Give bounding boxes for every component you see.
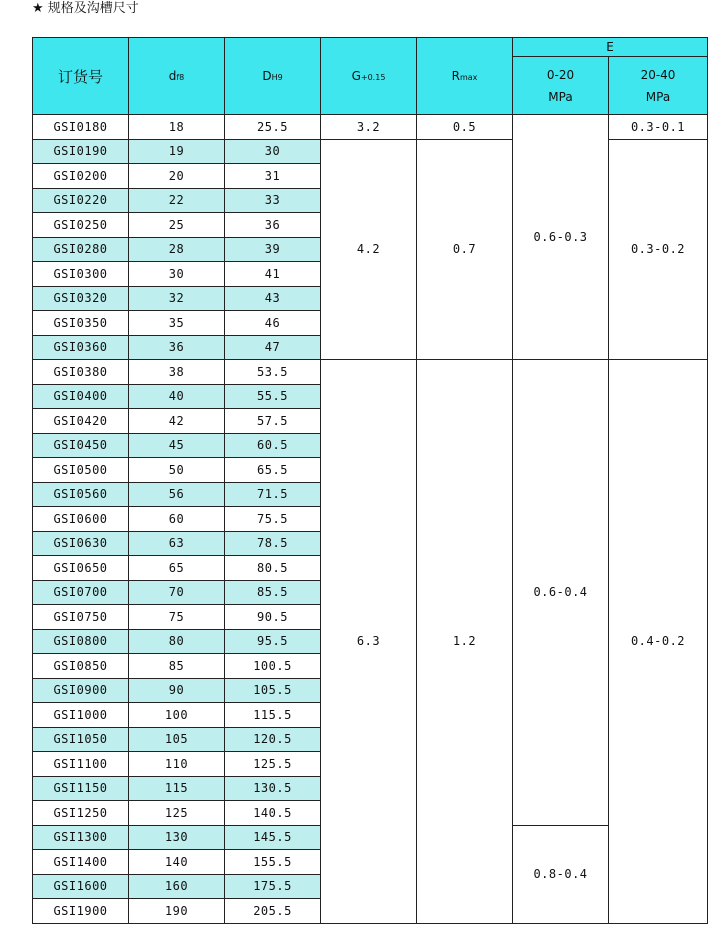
- G-cell: 6.3: [321, 360, 417, 924]
- d-cell: 32: [129, 286, 225, 311]
- header-R: Rmax: [417, 38, 513, 115]
- d-cell: 42: [129, 409, 225, 434]
- E2-cell: 0.3-0.1: [609, 115, 708, 140]
- order-no-cell: GSI0630: [33, 531, 129, 556]
- order-no-cell: GSI1400: [33, 850, 129, 875]
- header-D: DH9: [225, 38, 321, 115]
- d-cell: 20: [129, 164, 225, 189]
- D-cell: 31: [225, 164, 321, 189]
- D-cell: 145.5: [225, 825, 321, 850]
- order-no-cell: GSI0700: [33, 580, 129, 605]
- header-E-20-40: 20-40 MPa: [609, 57, 708, 115]
- D-cell: 55.5: [225, 384, 321, 409]
- D-cell: 80.5: [225, 556, 321, 581]
- D-cell: 25.5: [225, 115, 321, 140]
- order-no-cell: GSI0450: [33, 433, 129, 458]
- order-no-cell: GSI0300: [33, 262, 129, 287]
- order-no-cell: GSI0420: [33, 409, 129, 434]
- D-cell: 120.5: [225, 727, 321, 752]
- d-cell: 22: [129, 188, 225, 213]
- E2-cell: 0.4-0.2: [609, 360, 708, 924]
- G-cell: 3.2: [321, 115, 417, 140]
- d-cell: 18: [129, 115, 225, 140]
- order-no-cell: GSI0250: [33, 213, 129, 238]
- spec-table: [32, 37, 708, 924]
- d-cell: 65: [129, 556, 225, 581]
- d-cell: 25: [129, 213, 225, 238]
- d-cell: 63: [129, 531, 225, 556]
- order-no-cell: GSI0400: [33, 384, 129, 409]
- D-cell: 90.5: [225, 605, 321, 630]
- d-cell: 50: [129, 458, 225, 483]
- d-cell: 100: [129, 703, 225, 728]
- D-cell: 140.5: [225, 801, 321, 826]
- d-cell: 38: [129, 360, 225, 385]
- D-cell: 39: [225, 237, 321, 262]
- D-cell: 65.5: [225, 458, 321, 483]
- order-no-cell: GSI1900: [33, 899, 129, 924]
- order-no-cell: GSI0280: [33, 237, 129, 262]
- order-no-cell: GSI0650: [33, 556, 129, 581]
- D-cell: 41: [225, 262, 321, 287]
- order-no-cell: GSI0900: [33, 678, 129, 703]
- E2-cell: 0.3-0.2: [609, 139, 708, 360]
- order-no-cell: GSI0320: [33, 286, 129, 311]
- E1-cell: 0.8-0.4: [513, 825, 609, 923]
- d-cell: 115: [129, 776, 225, 801]
- D-cell: 100.5: [225, 654, 321, 679]
- D-cell: 125.5: [225, 752, 321, 777]
- table-row: [33, 360, 708, 385]
- d-cell: 130: [129, 825, 225, 850]
- header-d: df8: [129, 38, 225, 115]
- D-cell: 95.5: [225, 629, 321, 654]
- E1-cell: 0.6-0.4: [513, 360, 609, 826]
- d-cell: 75: [129, 605, 225, 630]
- G-cell: 4.2: [321, 139, 417, 360]
- D-cell: 33: [225, 188, 321, 213]
- header-E-0-20: 0-20 MPa: [513, 57, 609, 115]
- d-cell: 56: [129, 482, 225, 507]
- d-cell: 60: [129, 507, 225, 532]
- d-cell: 45: [129, 433, 225, 458]
- d-cell: 40: [129, 384, 225, 409]
- D-cell: 105.5: [225, 678, 321, 703]
- order-no-cell: GSI0850: [33, 654, 129, 679]
- header-E: E: [513, 38, 708, 57]
- D-cell: 36: [225, 213, 321, 238]
- D-cell: 115.5: [225, 703, 321, 728]
- d-cell: 85: [129, 654, 225, 679]
- order-no-cell: GSI0350: [33, 311, 129, 336]
- D-cell: 85.5: [225, 580, 321, 605]
- D-cell: 46: [225, 311, 321, 336]
- D-cell: 175.5: [225, 874, 321, 899]
- d-cell: 70: [129, 580, 225, 605]
- D-cell: 205.5: [225, 899, 321, 924]
- header-order-no: 订货号: [33, 38, 129, 115]
- d-cell: 190: [129, 899, 225, 924]
- order-no-cell: GSI0180: [33, 115, 129, 140]
- order-no-cell: GSI0600: [33, 507, 129, 532]
- order-no-cell: GSI1150: [33, 776, 129, 801]
- D-cell: 78.5: [225, 531, 321, 556]
- order-no-cell: GSI1300: [33, 825, 129, 850]
- order-no-cell: GSI1600: [33, 874, 129, 899]
- order-no-cell: GSI1050: [33, 727, 129, 752]
- header-G: G+0.15: [321, 38, 417, 115]
- D-cell: 155.5: [225, 850, 321, 875]
- order-no-cell: GSI0800: [33, 629, 129, 654]
- d-cell: 30: [129, 262, 225, 287]
- order-no-cell: GSI1100: [33, 752, 129, 777]
- R-cell: 0.5: [417, 115, 513, 140]
- order-no-cell: GSI0360: [33, 335, 129, 360]
- d-cell: 125: [129, 801, 225, 826]
- R-cell: 1.2: [417, 360, 513, 924]
- D-cell: 30: [225, 139, 321, 164]
- order-no-cell: GSI0750: [33, 605, 129, 630]
- d-cell: 19: [129, 139, 225, 164]
- D-cell: 75.5: [225, 507, 321, 532]
- d-cell: 105: [129, 727, 225, 752]
- order-no-cell: GSI0200: [33, 164, 129, 189]
- table-row: [33, 115, 708, 140]
- order-no-cell: GSI1250: [33, 801, 129, 826]
- D-cell: 47: [225, 335, 321, 360]
- D-cell: 57.5: [225, 409, 321, 434]
- d-cell: 35: [129, 311, 225, 336]
- d-cell: 140: [129, 850, 225, 875]
- d-cell: 28: [129, 237, 225, 262]
- order-no-cell: GSI0190: [33, 139, 129, 164]
- D-cell: 43: [225, 286, 321, 311]
- D-cell: 130.5: [225, 776, 321, 801]
- d-cell: 80: [129, 629, 225, 654]
- order-no-cell: GSI0500: [33, 458, 129, 483]
- section-title: ★ 规格及沟槽尺寸: [32, 1, 139, 16]
- d-cell: 90: [129, 678, 225, 703]
- d-cell: 160: [129, 874, 225, 899]
- D-cell: 53.5: [225, 360, 321, 385]
- R-cell: 0.7: [417, 139, 513, 360]
- d-cell: 110: [129, 752, 225, 777]
- order-no-cell: GSI0380: [33, 360, 129, 385]
- d-cell: 36: [129, 335, 225, 360]
- D-cell: 71.5: [225, 482, 321, 507]
- order-no-cell: GSI0220: [33, 188, 129, 213]
- order-no-cell: GSI1000: [33, 703, 129, 728]
- order-no-cell: GSI0560: [33, 482, 129, 507]
- D-cell: 60.5: [225, 433, 321, 458]
- E1-cell: 0.6-0.3: [513, 115, 609, 360]
